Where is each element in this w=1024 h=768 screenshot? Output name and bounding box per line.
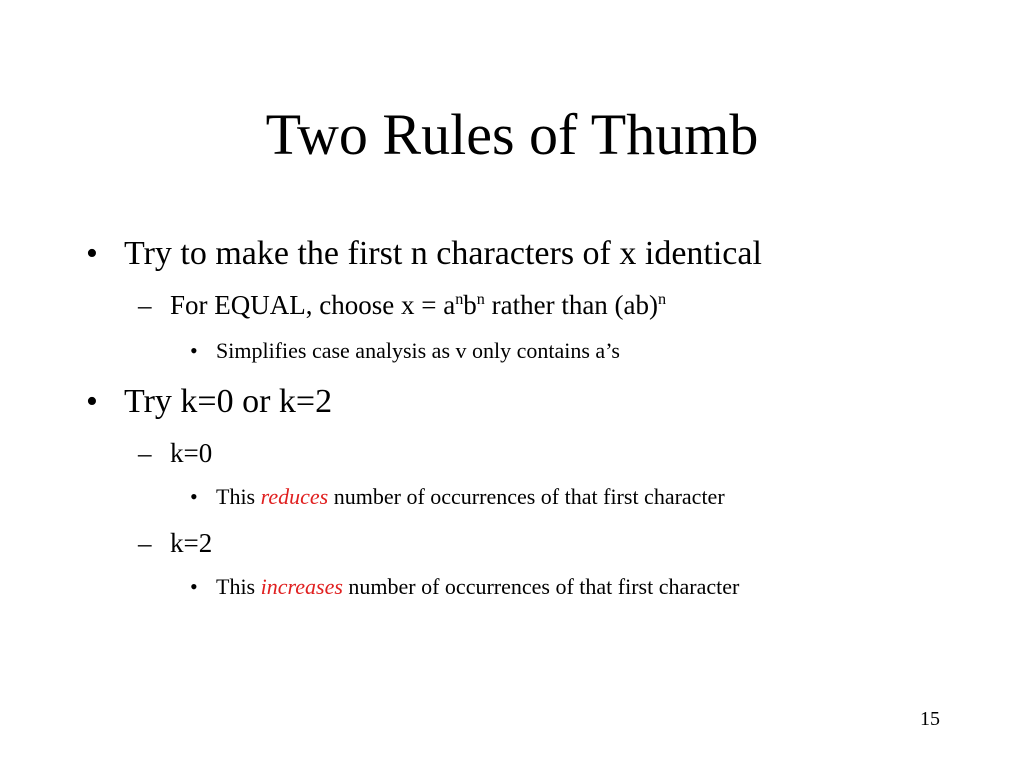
sub-bullet-text: k=0 bbox=[170, 438, 213, 468]
superscript: n bbox=[455, 289, 464, 308]
text-part: This bbox=[216, 484, 261, 509]
superscript: n bbox=[476, 289, 485, 308]
bullet-marker: • bbox=[190, 574, 198, 599]
slide-title: Two Rules of Thumb bbox=[265, 102, 759, 167]
sub-sub-bullet-text: Simplifies case analysis as v only contains a’s bbox=[216, 338, 620, 363]
text-part: number of occurrences of that first character bbox=[342, 574, 740, 599]
sub-sub-bullet-text bbox=[216, 484, 725, 510]
text-part: number of occurrences of that first character bbox=[328, 484, 725, 509]
sub-sub-bullet-text bbox=[216, 574, 739, 600]
bullet-marker: • bbox=[86, 235, 98, 272]
sub-bullet-text-part: rather than (ab) bbox=[484, 290, 659, 320]
bullet-text: Try k=0 or k=2 bbox=[124, 383, 333, 420]
dash-marker: – bbox=[138, 290, 152, 320]
bullet-marker: • bbox=[86, 383, 98, 420]
sub-bullet-text: k=2 bbox=[170, 528, 213, 558]
superscript: n bbox=[658, 289, 667, 308]
emphasis-text: reduces bbox=[260, 484, 329, 509]
text-part: This bbox=[216, 574, 261, 599]
page-number: 15 bbox=[920, 708, 940, 730]
dash-marker: – bbox=[138, 438, 152, 468]
bullet-text: Try to make the first n characters of x identical bbox=[124, 235, 762, 272]
sub-bullet-text-part: For EQUAL, choose x = a bbox=[170, 290, 456, 320]
bullet-marker: • bbox=[190, 338, 198, 363]
bullet-marker: • bbox=[190, 484, 198, 509]
sub-bullet-text bbox=[170, 289, 666, 321]
dash-marker: – bbox=[138, 528, 152, 558]
sub-bullet-text-part: b bbox=[463, 290, 477, 320]
emphasis-text: increases bbox=[260, 574, 343, 599]
